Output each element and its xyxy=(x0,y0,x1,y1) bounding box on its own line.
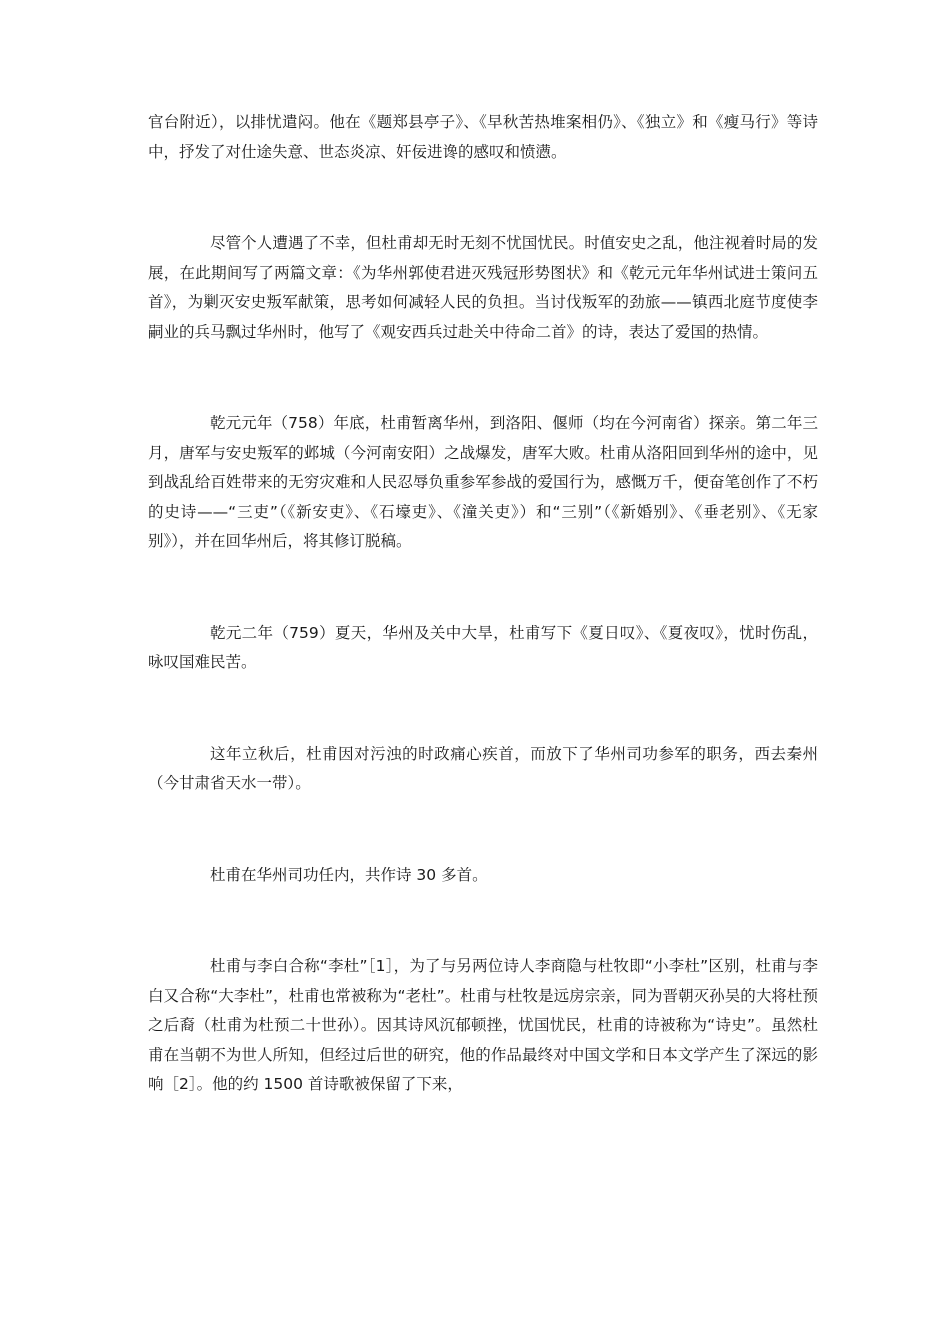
paragraph-three-officials: 乾元元年（758）年底，杜甫暂离华州，到洛阳、偃师（均在今河南省）探亲。第二年三月，唐军与安史叛军的邺城（今河南安阳）之战爆发，唐军大败。杜甫从洛阳回到华州的途中，见到战乱给百姓带来的无穷灾难和人民忍辱负重参军参战的爱国行为，感慨万千，便奋笔创作了不朽的史诗——“三吏”（《新安吏》、《石壕吏》、《潼关吏》）和“三别”（《新婚别》、《垂老别》、《无家别》），并在回华州后，将其修订脱稿。 xyxy=(148,414,818,550)
document-body xyxy=(148,108,818,1100)
paragraph-continuation: 官台附近），以排忧遣闷。他在《题郑县亭子》、《早秋苦热堆案相仍》、《独立》和《瘦马行》等诗中，抒发了对仕途失意、世态炎凉、奸佞进谗的感叹和愤懑。 xyxy=(148,113,818,161)
paragraph-departure: 这年立秋后，杜甫因对污浊的时政痛心疾首，而放下了华州司功参军的职务，西去秦州（今甘肃省天水一带）。 xyxy=(148,744,818,792)
paragraph-drought: 乾元二年（759）夏天，华州及关中大旱，杜甫写下《夏日叹》、《夏夜叹》，忧时伤乱，咏叹国难民苦。 xyxy=(148,623,818,671)
paragraph-li-du: 杜甫与李白合称“李杜”［1］，为了与另两位诗人李商隐与杜牧即“小李杜”区别，杜甫与李白又合称“大李杜”，杜甫也常被称为“老杜”。杜甫与杜牧是远房宗亲，同为晋朝灭孙吴的大将杜预之后裔（杜甫为杜预二十世孙）。因其诗风沉郁顿挫，忧国忧民，杜甫的诗被称为“诗史”。虽然杜甫在当朝不为世人所知，但经过后世的研究，他的作品最终对中国文学和日本文学产生了深远的影响［2］。他的约 1500 首诗歌被保留了下来， xyxy=(148,957,818,1093)
paragraph-poem-count: 杜甫在华州司功任内，共作诗 30 多首。 xyxy=(210,865,488,884)
paragraph-loyalty: 尽管个人遭遇了不幸，但杜甫却无时无刻不忧国忧民。时值安史之乱，他注视着时局的发展，在此期间写了两篇文章：《为华州郭使君进灭残冠形势图状》和《乾元元年华州试进士策问五首》，为剿灭安史叛军献策，思考如何减轻人民的负担。当讨伐叛军的劲旅——镇西北庭节度使李嗣业的兵马飘过华州时，他写了《观安西兵过赴关中待命二首》的诗，表达了爱国的热情。 xyxy=(148,234,818,341)
